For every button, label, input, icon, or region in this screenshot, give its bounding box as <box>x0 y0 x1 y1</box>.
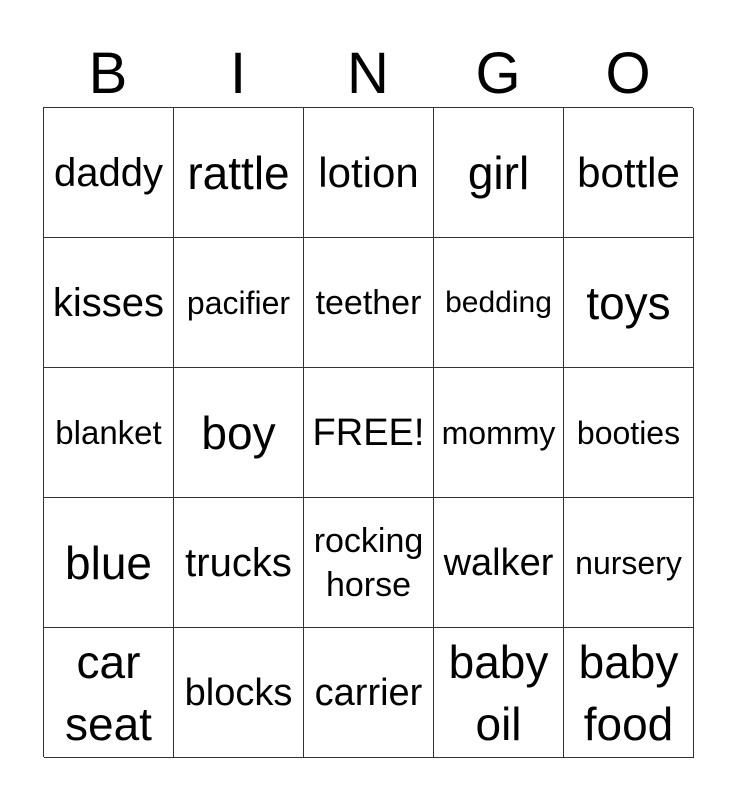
header-letter-i: I <box>229 41 247 106</box>
bingo-cell-r3c5[interactable] <box>564 368 694 498</box>
bingo-header <box>43 40 693 108</box>
bingo-cell-r1c4[interactable] <box>434 108 564 238</box>
cell-label: rocking horse <box>313 521 424 604</box>
free-space-label: FREE! <box>312 411 425 454</box>
bingo-cell-r3c4[interactable] <box>434 368 564 498</box>
header-letter-g: G <box>475 41 521 106</box>
header-letter-n: N <box>347 41 389 106</box>
cell-label: blocks <box>184 671 293 714</box>
bingo-cell-r4c4[interactable] <box>434 498 564 628</box>
cell-label: carrier <box>314 671 423 714</box>
bingo-board <box>43 107 693 757</box>
cell-label: blue <box>65 536 152 589</box>
bingo-cell-r5c2[interactable] <box>174 628 304 758</box>
cell-label: walker <box>443 541 554 584</box>
header-letter-b: B <box>88 41 128 106</box>
bingo-cell-r1c1[interactable] <box>44 108 174 238</box>
bingo-cell-r2c3[interactable] <box>304 238 434 368</box>
cell-label: car seat <box>65 635 152 750</box>
cell-label: blanket <box>55 414 162 451</box>
bingo-cell-r3c1[interactable] <box>44 368 174 498</box>
cell-label: pacifier <box>186 284 291 321</box>
cell-label: girl <box>467 146 530 199</box>
bingo-cell-r4c5[interactable] <box>564 498 694 628</box>
bingo-cell-r1c5[interactable] <box>564 108 694 238</box>
cell-label: baby oil <box>448 635 549 750</box>
bingo-cell-r2c2[interactable] <box>174 238 304 368</box>
bingo-cell-r5c1[interactable] <box>44 628 174 758</box>
bingo-cell-r2c5[interactable] <box>564 238 694 368</box>
cell-label: toys <box>586 276 671 329</box>
cell-label: kisses <box>52 280 165 325</box>
bingo-cell-r4c3[interactable] <box>304 498 434 628</box>
cell-label: lotion <box>318 148 419 196</box>
cell-label: baby food <box>578 635 679 750</box>
bingo-cell-r5c5[interactable] <box>564 628 694 758</box>
cell-label: mommy <box>441 414 556 451</box>
bingo-cell-r1c2[interactable] <box>174 108 304 238</box>
bingo-cell-r5c3[interactable] <box>304 628 434 758</box>
header-letter-o: O <box>605 41 651 106</box>
cell-label: daddy <box>54 150 163 195</box>
bingo-cell-r5c4[interactable] <box>434 628 564 758</box>
cell-label: nursery <box>575 544 682 581</box>
cell-label: teether <box>315 283 422 322</box>
bingo-cell-r2c4[interactable] <box>434 238 564 368</box>
cell-label: booties <box>576 414 681 451</box>
bingo-cell-r4c2[interactable] <box>174 498 304 628</box>
cell-label: trucks <box>185 540 292 585</box>
cell-label: bottle <box>577 148 680 196</box>
cell-label: bedding <box>445 285 552 319</box>
bingo-cell-r2c1[interactable] <box>44 238 174 368</box>
bingo-cell-r4c1[interactable] <box>44 498 174 628</box>
cell-label: boy <box>201 406 276 459</box>
bingo-cell-r3c3[interactable] <box>304 368 434 498</box>
bingo-cell-r1c3[interactable] <box>304 108 434 238</box>
cell-label: rattle <box>187 146 290 199</box>
bingo-cell-r3c2[interactable] <box>174 368 304 498</box>
